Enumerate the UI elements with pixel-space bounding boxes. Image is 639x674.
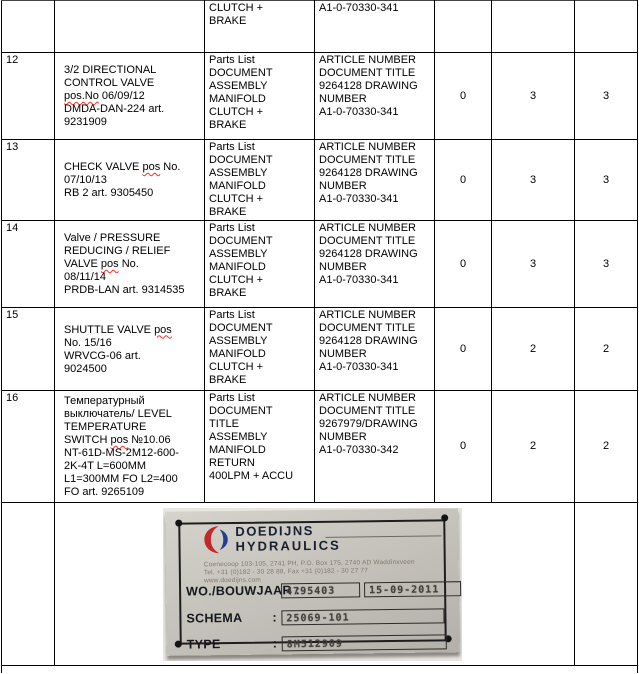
field-colon: : xyxy=(272,636,278,651)
cell-line: A1-0-70330-342 xyxy=(319,444,399,456)
cell-line: BRAKE xyxy=(209,206,247,218)
description-cell xyxy=(55,221,205,308)
document-type-cell xyxy=(205,221,315,308)
cell-line: DOCUMENT TITLE xyxy=(319,235,416,247)
cell-line: DOCUMENT TITLE xyxy=(319,405,416,417)
qty-cell xyxy=(575,1,638,53)
cell-line: DOCUMENT xyxy=(209,322,273,334)
cell-line: DMDA-DAN-224 art. xyxy=(64,103,165,115)
cell-line: ASSEMBLY xyxy=(209,431,268,443)
field-label: TYPE xyxy=(186,637,221,652)
cell-line: NUMBER xyxy=(319,93,367,105)
misspelled-word: pos xyxy=(142,161,161,173)
cell-line: SWITCH pos №10.06 xyxy=(64,434,171,446)
qty-cell xyxy=(492,1,575,53)
description-cell xyxy=(55,53,205,140)
photo-cell xyxy=(55,503,575,666)
cell-line: 9264128 DRAWING xyxy=(319,80,418,92)
cell-line: NUMBER xyxy=(319,431,367,443)
qty-cell xyxy=(435,1,492,53)
cell-line: NT-61D-MS-2M12-600- xyxy=(64,447,179,459)
cell-line: ASSEMBLY xyxy=(209,248,268,260)
row-number-cell xyxy=(2,503,55,666)
cell-line: 9024500 xyxy=(64,362,107,375)
empty-cell xyxy=(2,666,638,673)
cell-line: A1-0-70330-341 xyxy=(319,106,399,118)
cell-line: Температурный xyxy=(64,395,145,407)
address-line: Coenecoop 103-105, 2741 PH, P.O. Box 175, 2740 AD Waddinxveen xyxy=(203,558,415,569)
row-number-cell: 13 xyxy=(2,140,55,221)
cell-line: REDUCING / RELIEF xyxy=(64,245,171,257)
cell-line: Parts List xyxy=(209,309,255,321)
table-row-13 xyxy=(2,140,638,221)
cell-line: NUMBER xyxy=(319,348,367,360)
build-date-value: 15-09-2011 xyxy=(364,581,461,597)
row-number-cell: 16 xyxy=(2,391,55,503)
cell-line: FO art. 9265109 xyxy=(64,486,145,498)
qty-cell: 0 xyxy=(435,308,492,391)
description-cell xyxy=(55,140,205,221)
document-type-cell xyxy=(205,53,315,140)
qty-cell: 0 xyxy=(435,140,492,221)
qty-cell: 3 xyxy=(575,221,638,308)
cell-line: BRAKE xyxy=(209,287,247,299)
cell-line: A1-0-70330-341 xyxy=(319,2,399,14)
cell-line: ASSEMBLY xyxy=(209,167,268,179)
cell-line: Valve / PRESSURE xyxy=(64,232,161,244)
address-line: www.doedijns.com xyxy=(203,576,262,585)
qty-cell: 3 xyxy=(575,53,638,140)
cell-line: CLUTCH + xyxy=(209,106,264,118)
cell-line: CLUTCH + xyxy=(209,274,264,286)
qty-cell: 0 xyxy=(435,53,492,140)
table-row-16 xyxy=(2,391,638,503)
cell-line: ARTICLE NUMBER xyxy=(319,309,416,321)
document-ref-cell xyxy=(315,53,435,140)
cell-line: SHUTTLE VALVE pos xyxy=(64,323,172,336)
cell-line: No. 15/16 xyxy=(64,336,112,349)
schema-value: 25069-101 xyxy=(281,608,444,625)
qty-cell xyxy=(575,503,638,666)
company-name-line1: DOEDIJNS xyxy=(235,522,314,539)
qty-cell: 0 xyxy=(435,221,492,308)
cell-line: PRDB-LAN art. 9314535 xyxy=(64,284,185,296)
document-ref-cell xyxy=(315,221,435,308)
cell-line: ARTICLE NUMBER xyxy=(319,141,416,153)
cell-line: RETURN xyxy=(209,457,255,469)
qty-cell: 0 xyxy=(435,391,492,503)
doedijns-logo-icon xyxy=(203,524,230,555)
cell-line: BRAKE xyxy=(209,15,247,27)
cell-line: 9267979/DRAWING xyxy=(319,418,418,430)
cell-line: ARTICLE NUMBER xyxy=(319,392,416,404)
document-type-cell xyxy=(205,391,315,503)
qty-cell: 2 xyxy=(492,391,575,503)
document-ref-cell xyxy=(315,140,435,221)
qty-cell: 3 xyxy=(492,140,575,221)
field-label: SCHEMA xyxy=(186,610,243,626)
field-schema xyxy=(166,608,459,629)
cell-line: 08/11/14 xyxy=(64,271,107,283)
cell-line: L1=300MM FO L2=400 xyxy=(64,473,178,485)
description-cell xyxy=(55,391,205,503)
document-type-cell xyxy=(205,308,315,391)
cell-line: MANIFOLD xyxy=(209,93,266,105)
cell-line: 9264128 DRAWING xyxy=(319,167,418,179)
cell-line: ARTICLE NUMBER xyxy=(319,222,416,234)
table-row-partial-top xyxy=(2,1,638,53)
row-number-cell: 15 xyxy=(2,308,55,391)
cell-line: TEMPERATURE xyxy=(64,421,147,433)
row-number-cell xyxy=(2,1,55,53)
nameplate-plate xyxy=(165,508,460,656)
field-wo-bouwjaar xyxy=(166,581,459,602)
qty-cell: 2 xyxy=(575,308,638,391)
cell-line: MANIFOLD xyxy=(209,261,266,273)
cell-line: MANIFOLD xyxy=(209,444,266,456)
misspelled-word: pos xyxy=(100,258,119,270)
cell-line: CHECK VALVE pos No. xyxy=(64,161,181,173)
qty-cell: 2 xyxy=(492,308,575,391)
qty-cell: 3 xyxy=(492,53,575,140)
description-cell xyxy=(55,1,205,53)
document-type-cell xyxy=(205,140,315,221)
parts-list-table xyxy=(1,0,638,673)
type-value: 8M512909 xyxy=(282,634,447,651)
row-number-cell: 14 xyxy=(2,221,55,308)
cell-line: DOCUMENT TITLE xyxy=(319,154,416,166)
cell-line: 07/10/13 xyxy=(64,174,107,186)
cell-line: 400LPM + ACCU xyxy=(209,470,294,482)
cell-line: 3/2 DIRECTIONAL xyxy=(64,64,157,76)
cell-line: MANIFOLD xyxy=(209,180,266,192)
cell-line: DOCUMENT TITLE xyxy=(319,67,416,79)
cell-line: 9231909 xyxy=(64,116,107,128)
misspelled-word: pos xyxy=(110,434,129,446)
misspelled-word: pos.No xyxy=(64,90,99,102)
table-row-15 xyxy=(2,308,638,391)
cell-line: 2K-4T L=600MM xyxy=(64,460,147,472)
cell-line: DOCUMENT xyxy=(209,405,273,417)
cell-line: BRAKE xyxy=(209,119,247,131)
cell-line: VALVE pos No. xyxy=(64,258,139,270)
table-row-photo xyxy=(2,503,638,666)
cell-line: DOCUMENT TITLE xyxy=(319,322,416,334)
cell-line: TITLE xyxy=(209,418,239,430)
cell-line: A1-0-70330-341 xyxy=(319,274,399,286)
field-colon: : xyxy=(272,610,277,625)
cell-line: Parts List xyxy=(209,141,255,153)
row-number-cell: 12 xyxy=(2,53,55,140)
wo-number-value: 4795403 xyxy=(281,582,360,598)
cell-line: выключатель/ LEVEL xyxy=(64,408,172,420)
cell-line: CONTROL VALVE xyxy=(64,77,155,89)
misspelled-word: pos xyxy=(154,323,172,336)
cell-line: BRAKE xyxy=(209,374,247,386)
document-ref-cell xyxy=(315,391,435,503)
qty-cell: 3 xyxy=(492,221,575,308)
rivet-icon xyxy=(175,520,182,527)
document-ref-cell xyxy=(315,308,435,391)
cell-line: WRVCG-06 art. xyxy=(64,349,141,362)
field-label: WO./BOUWJAAR : xyxy=(186,583,301,599)
cell-line: CLUTCH + xyxy=(209,361,264,373)
cell-line: CLUTCH + xyxy=(209,193,264,205)
cell-line: ASSEMBLY xyxy=(209,80,268,92)
table-row-partial-bottom xyxy=(2,666,638,673)
cell-line: Parts List xyxy=(209,222,255,234)
company-name-line2: HYDRAULICS xyxy=(235,537,341,554)
qty-cell: 3 xyxy=(575,140,638,221)
nameplate-photo xyxy=(163,508,462,661)
field-type xyxy=(167,634,460,655)
cell-line: DOCUMENT xyxy=(209,235,273,247)
cell-line: NUMBER xyxy=(319,180,367,192)
cell-line: Parts List xyxy=(209,54,255,66)
cell-line: Parts List xyxy=(209,392,255,404)
cell-line: DOCUMENT xyxy=(209,154,273,166)
cell-line: 9264128 DRAWING xyxy=(319,248,418,260)
cell-line: A1-0-70330-341 xyxy=(319,361,399,373)
cell-line: NUMBER xyxy=(319,261,367,273)
rivet-icon xyxy=(441,514,448,521)
cell-line: DOCUMENT xyxy=(209,67,273,79)
address-line: Tel. +31 (0)182 - 30 28 88, Fax +31 (0)182 - 30 27 77 xyxy=(203,567,369,577)
document-ref-cell xyxy=(315,1,435,53)
qty-cell: 2 xyxy=(575,391,638,503)
document-type-cell xyxy=(205,1,315,53)
cell-line: RB 2 art. 9305450 xyxy=(64,187,154,199)
company-logo xyxy=(203,523,341,556)
cell-line: A1-0-70330-341 xyxy=(319,193,399,205)
table-row-14 xyxy=(2,221,638,308)
cell-line: CLUTCH + xyxy=(209,2,264,14)
cell-line: ARTICLE NUMBER xyxy=(319,54,416,66)
cell-line: pos.No 06/09/12 xyxy=(64,90,145,102)
cell-line: MANIFOLD xyxy=(209,348,266,360)
cell-line: 9264128 DRAWING xyxy=(319,335,418,347)
cell-line: ASSEMBLY xyxy=(209,335,268,347)
table-row-12 xyxy=(2,53,638,140)
description-cell xyxy=(55,308,205,391)
